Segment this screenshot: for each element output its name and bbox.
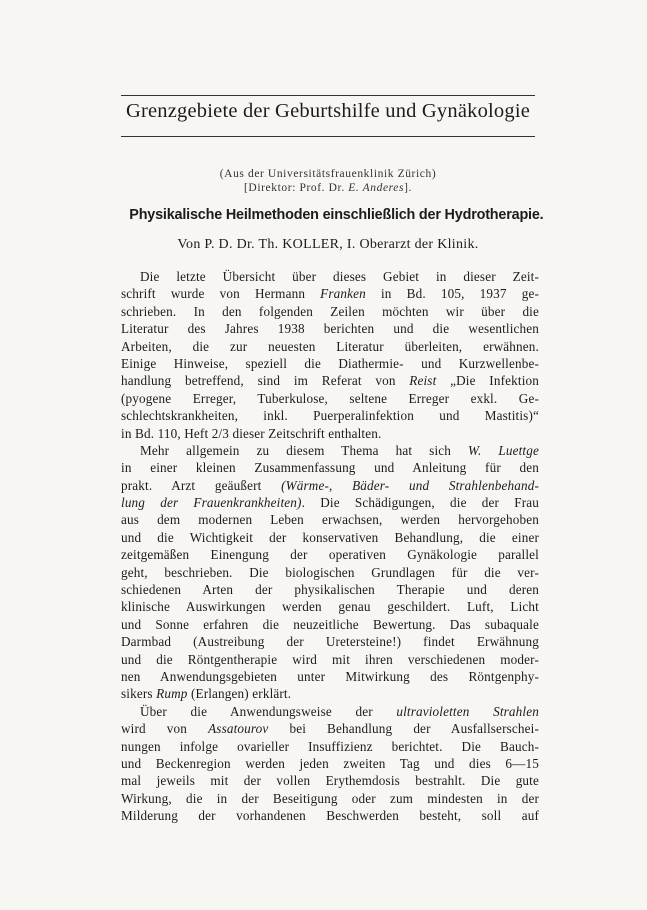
text-line: und Sonne erfahren die neuzeitliche Bewertung. Das subaquale bbox=[121, 616, 539, 632]
text-line: nen Anwendungsgebieten unter Mitwirkung des Röntgenphy- bbox=[121, 668, 539, 684]
paragraph-2 bbox=[121, 442, 539, 703]
text-line: nungen infolge ovarieller Insuffizienz berichtet. Die Bauch- bbox=[121, 738, 539, 754]
text-line: in Bd. 110, Heft 2/3 dieser Zeitschrift enthalten. bbox=[121, 425, 382, 441]
text-line: (pyogene Erreger, Tuberkulose, seltene Erreger exkl. Ge- bbox=[121, 390, 539, 406]
text-line: klinische Auswirkungen werden genau geschildert. Luft, Licht bbox=[121, 599, 539, 615]
text-line: und die Wichtigkeit der konservativen Behandlung, die einer bbox=[121, 529, 539, 545]
journal-title: Grenzgebiete der Geburtshilfe und Gynäkologie bbox=[125, 100, 531, 122]
text-line: wird von Assatourov bei Behandlung der Ausfallserschei- bbox=[121, 721, 539, 737]
text-line: mal jeweils mit der vollen Erythemdosis bestrahlt. Die gute bbox=[121, 773, 539, 789]
paragraph-1 bbox=[121, 268, 539, 442]
article-title: Physikalische Heilmethoden einschließlich der Hydrotherapie. bbox=[129, 206, 544, 223]
text-line: Milderung der vorhandenen Beschwerden besteht, soll auf bbox=[121, 808, 539, 824]
text-line: handlung betreffend, sind im Referat von Reist „Die Infektion bbox=[121, 373, 539, 389]
text-line: prakt. Arzt geäußert (Wärme-, Bäder- und Strahlenbehand- bbox=[121, 477, 539, 493]
text-line: schiedenen Arten der physikalischen Therapie und deren bbox=[121, 582, 539, 598]
header-rule-bottom bbox=[121, 136, 535, 137]
text-line: Darmbad (Austreibung der Uretersteine!) findet Erwähnung bbox=[121, 634, 539, 650]
text-line: schrift wurde von Hermann Franken in Bd. 105, 1937 ge- bbox=[121, 286, 539, 302]
text-line: schlechtskrankheiten, inkl. Puerperalinfektion und Mastitis)“ bbox=[121, 408, 539, 424]
text-line: Die letzte Übersicht über dieses Gebiet in dieser Zeit- bbox=[140, 269, 539, 284]
text-line: Wirkung, die in der Beseitigung oder zum mindesten in der bbox=[121, 790, 539, 806]
affiliation-clinic: (Aus der Universitätsfrauenklinik Zürich) bbox=[219, 168, 437, 180]
text-line: in einer kleinen Zusammenfassung und Anleitung für den bbox=[121, 460, 539, 476]
text-line: aus dem modernen Leben erwachsen, werden hervorgehoben bbox=[121, 512, 539, 528]
text-line: schrieben. In den folgenden Zeilen möchten wir über die bbox=[121, 303, 539, 319]
text-line: Literatur des Jahres 1938 berichten und die wesentlichen bbox=[121, 321, 539, 337]
header-rule-top bbox=[121, 95, 535, 96]
text-line: und die Röntgentherapie wird mit ihren verschiedenen moder- bbox=[121, 651, 539, 667]
text-line: Mehr allgemein zu diesem Thema hat sich W. Luettge bbox=[140, 442, 539, 458]
text-line: und Beckenregion werden jeden zweiten Tag und dies 6—15 bbox=[121, 755, 539, 771]
text-line: sikers Rump (Erlangen) erklärt. bbox=[121, 686, 292, 702]
affiliation-director: [Direktor: Prof. Dr. E. Anderes]. bbox=[244, 182, 412, 194]
text-line: Einige Hinweise, speziell die Diathermie- und Kurzwellenbe- bbox=[121, 355, 539, 371]
text-line: geht, beschrieben. Die biologischen Grundlagen für die ver- bbox=[121, 564, 539, 580]
paragraph-3 bbox=[121, 703, 539, 825]
author-byline: Von P. D. Dr. Th. KOLLER, I. Oberarzt der Klinik. bbox=[177, 237, 479, 252]
text-line: Arbeiten, die zur neuesten Literatur überleiten, erwähnen. bbox=[121, 338, 539, 354]
text-line: Über die Anwendungsweise der ultravioletten Strahlen bbox=[140, 703, 539, 719]
text-line: zeitgemäßen Einengung der operativen Gynäkologie parallel bbox=[121, 547, 539, 563]
text-line: lung der Frauenkrankheiten). Die Schädigungen, die der Frau bbox=[121, 495, 539, 511]
article-body bbox=[121, 268, 539, 825]
